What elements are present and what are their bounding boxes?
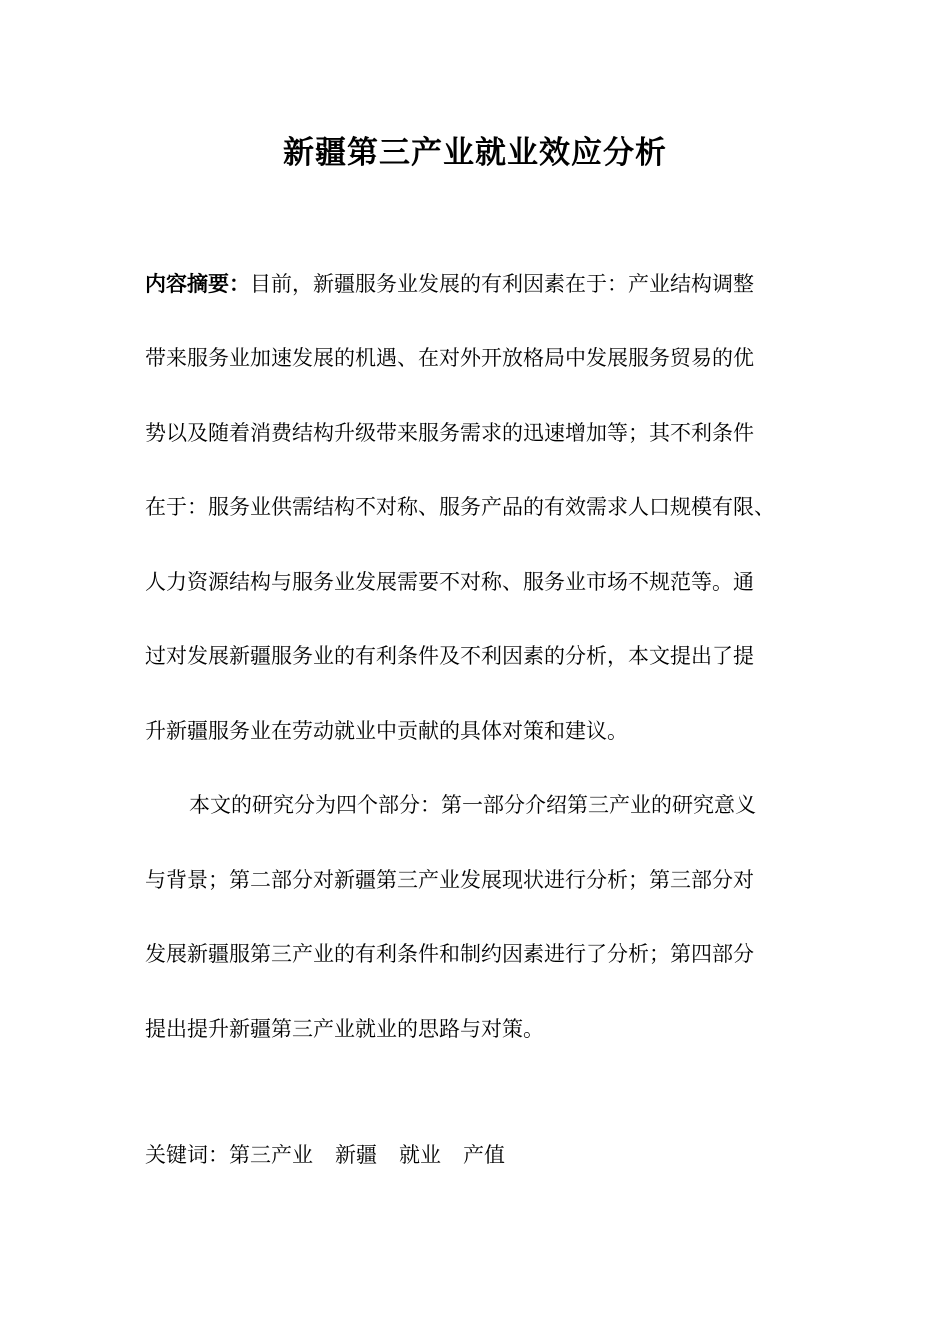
structure-line-2: 与背景；第二部分对新疆第三产业发展现状进行分析；第三部分对 (145, 868, 754, 892)
structure-line-1: 本文的研究分为四个部分：第一部分介绍第三产业的研究意义 (189, 793, 756, 817)
abstract-line-7: 升新疆服务业在劳动就业中贡献的具体对策和建议。 (145, 719, 628, 743)
abstract-line-2: 带来服务业加速发展的机遇、在对外开放格局中发展服务贸易的优 (145, 346, 754, 370)
keyword-item: 产值 (463, 1143, 505, 1167)
keyword-item: 新疆 (335, 1143, 377, 1167)
structure-line-4: 提出提升新疆第三产业就业的思路与对策。 (145, 1017, 544, 1041)
keywords-label: 关键词： (145, 1143, 229, 1167)
abstract-line-5: 人力资源结构与服务业发展需要不对称、服务业市场不规范等。通 (145, 570, 754, 594)
paper-title: 新疆第三产业就业效应分析 (283, 135, 667, 171)
abstract-label: 内容摘要： (145, 271, 250, 296)
keyword-item: 第三产业 (229, 1143, 313, 1167)
abstract-line-6: 过对发展新疆服务业的有利条件及不利因素的分析，本文提出了提 (145, 644, 754, 668)
keyword-item: 就业 (399, 1143, 441, 1167)
abstract-line-3: 势以及随着消费结构升级带来服务需求的迅速增加等；其不利条件 (145, 421, 754, 445)
structure-line-3: 发展新疆服第三产业的有利条件和制约因素进行了分析；第四部分 (145, 942, 754, 966)
keywords-line (145, 1140, 505, 1170)
abstract-line-4: 在于：服务业供需结构不对称、服务产品的有效需求人口规模有限、 (145, 495, 775, 519)
abstract-text: 目前，新疆服务业发展的有利因素在于：产业结构调整 (250, 272, 754, 296)
abstract-line-1 (145, 269, 754, 299)
